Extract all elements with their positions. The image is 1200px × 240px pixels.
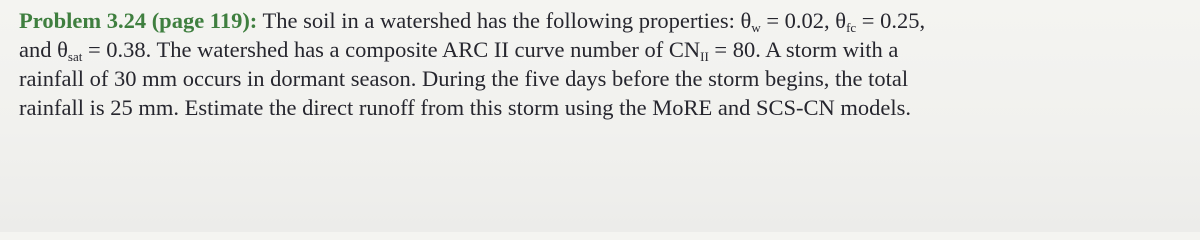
problem-line-2 <box>19 35 1189 64</box>
problem-line-1 <box>19 6 1189 35</box>
problem-line-4: rainfall is 25 mm. Estimate the direct runoff from this storm using the MoRE and SCS-CN models. <box>19 95 911 120</box>
theta-fc-value: = 0.25, <box>856 8 926 33</box>
problem-statement <box>19 6 1189 122</box>
problem-line-3: rainfall of 30 mm occurs in dormant season. During the five days before the storm begins, the total <box>19 66 909 91</box>
line2-start: and θ <box>19 37 68 62</box>
problem-label: Problem 3.24 (page 119): <box>19 8 258 33</box>
theta-sat-subscript: sat <box>67 49 83 64</box>
line2-end: = 80. A storm with a <box>708 37 899 62</box>
cn-subscript: II <box>700 49 709 64</box>
line2-mid: = 0.38. The watershed has a composite ARC II curve number of CN <box>82 37 701 62</box>
theta-w-value: = 0.02, θ <box>760 8 847 33</box>
theta-fc-subscript: fc <box>846 20 857 35</box>
theta-w-subscript: w <box>751 20 761 35</box>
line1-text: The soil in a watershed has the following properties: θ <box>257 8 752 33</box>
